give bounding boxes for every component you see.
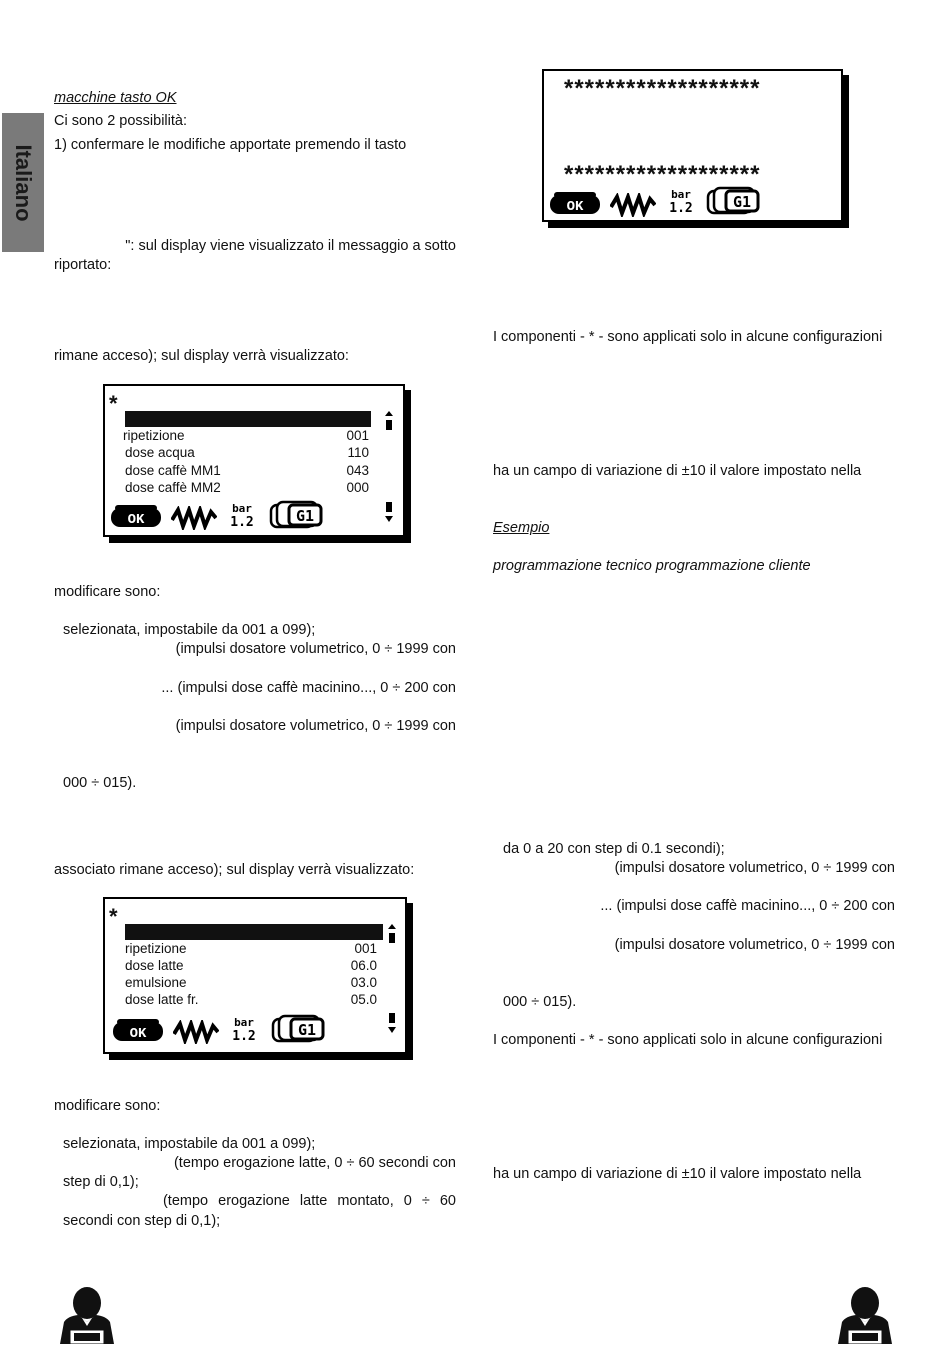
scroll-up-icon <box>387 924 397 944</box>
text-line: selezionata, impostabile da 001 a 099); <box>63 622 316 638</box>
display-milk <box>103 897 407 1054</box>
text-line: modificare sono: <box>54 1098 161 1114</box>
row-value: 05.0 <box>350 992 377 1007</box>
text-line: programmazione tecnico programmazione cliente <box>493 558 811 574</box>
waveform-icon <box>171 506 217 530</box>
text-line: (impulsi dosatore volumetrico, 0 ÷ 1999 con <box>175 718 456 734</box>
text-line: riportato: <box>54 257 112 273</box>
ok-key-icon <box>113 1019 163 1043</box>
row-label: dose caffè MM2 <box>125 480 221 495</box>
row-label: dose latte <box>125 958 184 973</box>
row-value: 000 <box>346 480 369 495</box>
text-line: (impulsi dosatore volumetrico, 0 ÷ 1999 con <box>614 860 895 876</box>
selection-bar <box>125 411 371 427</box>
ok-key-icon <box>550 192 600 216</box>
stars-bottom: ******************* <box>564 161 761 188</box>
row-label: ripetizione <box>123 428 185 443</box>
pressure-icon <box>229 1015 259 1043</box>
row-value: 001 <box>354 941 377 956</box>
heading-confirm: macchine tasto OK <box>54 90 177 106</box>
bar-value: 1.2 <box>232 1029 256 1043</box>
scroll-up-icon <box>384 411 394 431</box>
bar-value: 1.2 <box>669 201 693 215</box>
group-label: G1 <box>297 1021 317 1039</box>
bar-unit: bar <box>671 188 691 201</box>
text-line: modificare sono: <box>54 584 161 600</box>
text-line: 000 ÷ 015). <box>503 994 577 1010</box>
bar-unit: bar <box>232 502 252 515</box>
ok-key-icon <box>111 505 161 529</box>
row-value: 03.0 <box>350 975 377 990</box>
text-line: rimane acceso); sul display verrà visualizzato: <box>54 348 349 364</box>
asterisk: * <box>109 391 118 416</box>
group-label: G1 <box>295 507 315 525</box>
text-line: I componenti - * - sono applicati solo in alcune configurazioni <box>493 329 883 345</box>
scroll-down-icon <box>387 1013 397 1035</box>
bar-value: 1.2 <box>230 515 254 529</box>
row-value: 06.0 <box>350 958 377 973</box>
group-label: G1 <box>732 193 752 211</box>
ok-label: OK <box>127 512 145 528</box>
waveform-icon <box>610 193 656 217</box>
group-head-icon <box>269 499 325 531</box>
text-line: selezionata, impostabile da 001 a 099); <box>63 1136 316 1152</box>
asterisk: * <box>109 904 118 929</box>
waiter-logo-icon <box>56 1286 118 1344</box>
group-head-icon <box>271 1013 327 1045</box>
scroll-down-icon <box>384 502 394 524</box>
text-line: ... (impulsi dose caffè macinino..., 0 ÷ 200 con <box>600 898 895 914</box>
row-label: ripetizione <box>125 941 187 956</box>
display-confirm <box>542 69 843 222</box>
row-value: 043 <box>346 463 369 478</box>
text-line: da 0 a 20 con step di 0.1 secondi); <box>503 841 725 857</box>
text-line: ha un campo di variazione di ±10 il valore impostato nella <box>493 463 862 479</box>
text-line: secondi con step di 0,1); <box>63 1213 221 1229</box>
row-label: dose acqua <box>125 445 195 460</box>
waiter-logo-icon <box>834 1286 896 1344</box>
bar-unit: bar <box>234 1016 254 1029</box>
text-line: 000 ÷ 015). <box>63 775 137 791</box>
pressure-icon <box>666 187 696 215</box>
text-line: ": sul display viene visualizzato il messaggio a sotto <box>125 238 456 254</box>
row-value: 001 <box>346 428 369 443</box>
waveform-icon <box>173 1020 219 1044</box>
selection-bar <box>125 924 383 940</box>
heading-example: Esempio <box>493 520 550 536</box>
text-line: (impulsi dosatore volumetrico, 0 ÷ 1999 con <box>614 937 895 953</box>
ok-label: OK <box>129 1026 147 1042</box>
language-tab <box>2 113 44 252</box>
row-label: dose latte fr. <box>125 992 199 1007</box>
text-line: (tempo erogazione latte montato, 0 ÷ 60 <box>162 1193 456 1209</box>
pressure-icon <box>227 501 257 529</box>
display-coffee <box>103 384 405 537</box>
text-line: Ci sono 2 possibilità: <box>54 113 187 129</box>
text-line: ha un campo di variazione di ±10 il valore impostato nella <box>493 1166 862 1182</box>
row-label: emulsione <box>125 975 187 990</box>
row-label: dose caffè MM1 <box>125 463 221 478</box>
text-line: (impulsi dosatore volumetrico, 0 ÷ 1999 con <box>175 641 456 657</box>
language-tab-label: Italiano <box>11 143 36 222</box>
text-line: associato rimane acceso); sul display verrà visualizzato: <box>54 862 415 878</box>
text-line: step di 0,1); <box>63 1174 139 1190</box>
text-line: 1) confermare le modifiche apportate premendo il tasto <box>54 137 407 153</box>
row-value: 110 <box>347 445 369 460</box>
text-line: ... (impulsi dose caffè macinino..., 0 ÷ 200 con <box>161 680 456 696</box>
text-line: I componenti - * - sono applicati solo in alcune configurazioni <box>493 1032 883 1048</box>
text-line: (tempo erogazione latte, 0 ÷ 60 secondi con <box>173 1155 456 1171</box>
stars-top: ******************* <box>564 75 761 102</box>
ok-label: OK <box>566 199 584 215</box>
group-head-icon <box>706 185 762 217</box>
